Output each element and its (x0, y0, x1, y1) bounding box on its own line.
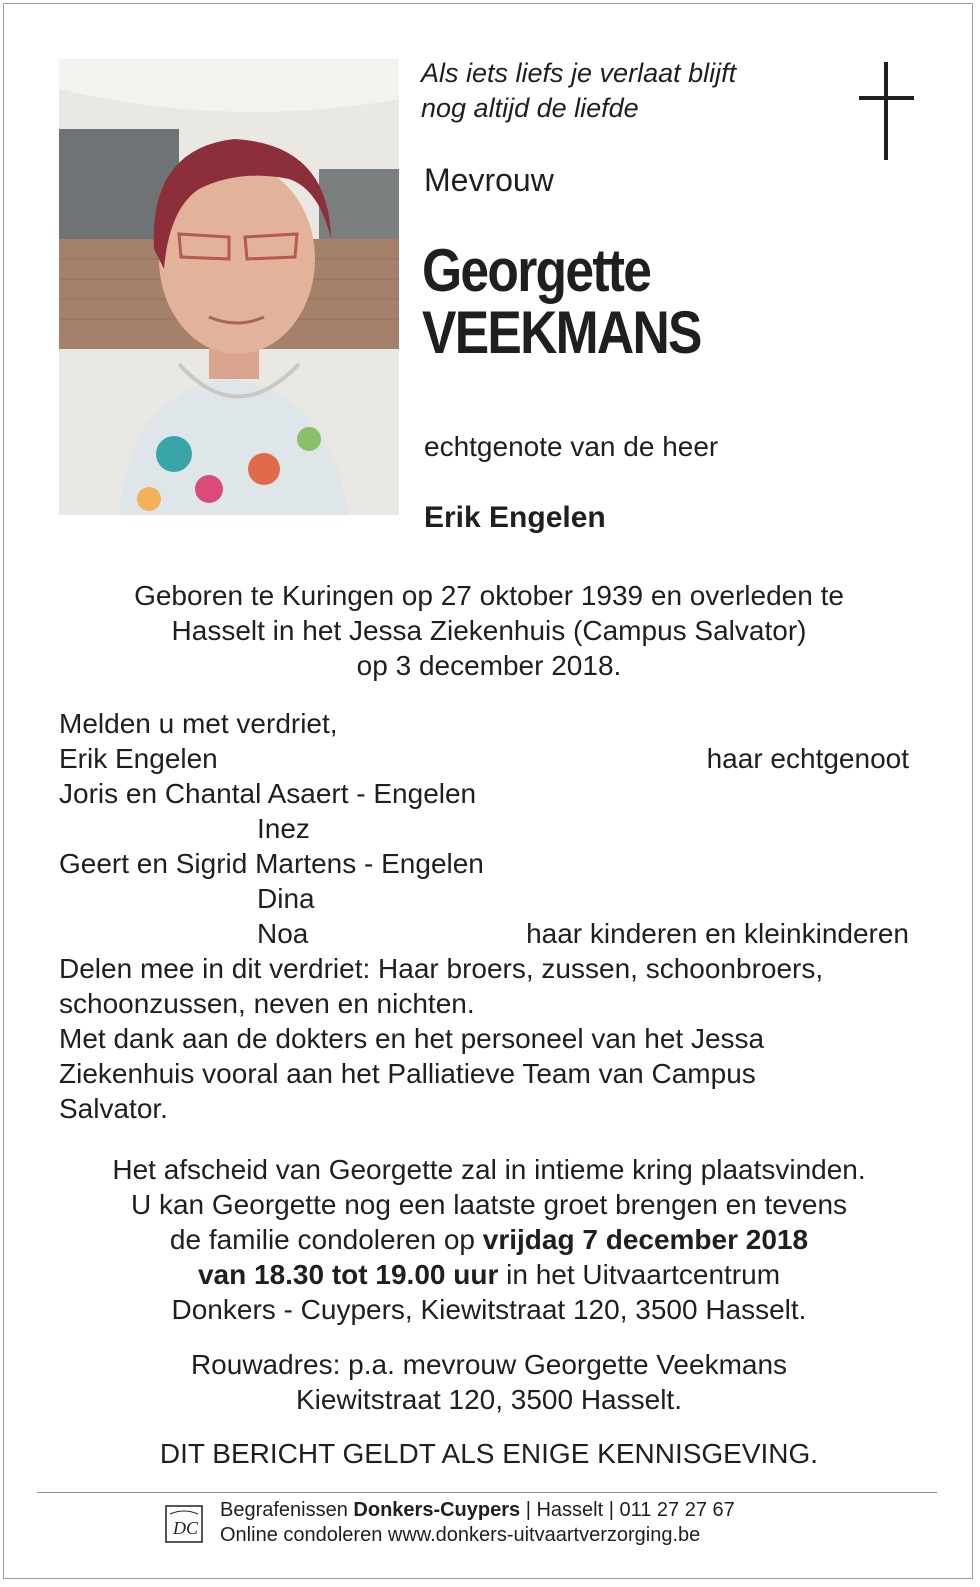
birth-line-1: Geboren te Kuringen op 27 oktober 1939 en overleden te (134, 580, 844, 611)
footer-contact: | Hasselt | 011 27 27 67 (520, 1499, 735, 1521)
family-intro: Melden u met verdriet, (59, 708, 338, 739)
birth-death-text (59, 578, 919, 683)
relatives-line-1: Delen mee in dit verdriet: Haar broers, zussen, schoonbroers, (59, 953, 824, 984)
farewell-line-3-text: de familie condoleren op (169, 1224, 483, 1255)
svg-text:DC: DC (173, 1518, 199, 1538)
last-name: VEEKMANS (422, 299, 701, 366)
footer-divider (37, 1492, 937, 1493)
spouse-intro: echtgenote van de heer (424, 431, 719, 462)
funeral-home-logo (164, 1504, 204, 1551)
portrait-photo (59, 59, 399, 515)
thanks-line-1: Met dank aan de dokters en het personeel van het Jessa (59, 1023, 765, 1054)
family-child-2: Geert en Sigrid Martens - Engelen (59, 848, 484, 879)
family-spouse-name: Erik Engelen (59, 743, 218, 774)
spouse-name: Erik Engelen (424, 501, 606, 534)
thanks-line-3: Salvator. (59, 1093, 168, 1124)
portrait-illustration (59, 59, 399, 515)
footer-line-2: Online condoleren www.donkers-uitvaartverzorging.be (220, 1524, 701, 1546)
farewell-text (59, 1152, 919, 1327)
first-name: Georgette (422, 237, 651, 304)
quote (421, 56, 736, 126)
address-line-2: Kiewitstraat 120, 3500 Hasselt. (296, 1384, 682, 1415)
obituary-card (3, 3, 973, 1579)
cross-icon (856, 62, 916, 167)
quote-line-1: Als iets liefs je verlaat blijft (421, 58, 737, 88)
mourning-address (59, 1347, 919, 1417)
family-grandchild-1: Inez (257, 813, 310, 844)
deceased-name (422, 237, 701, 366)
footer-text (220, 1498, 735, 1548)
footer-label: Begrafenissen (220, 1499, 354, 1521)
footer-line-1 (220, 1498, 735, 1523)
thanks-line-2: Ziekenhuis vooral aan het Palliatieve Team van Campus (59, 1058, 756, 1089)
footer-company: Donkers-Cuypers (353, 1499, 521, 1521)
family-child-1: Joris en Chantal Asaert - Engelen (59, 778, 477, 809)
family-grandchild-2: Dina (257, 883, 315, 914)
farewell-line-2: U kan Georgette nog een laatste groet brengen en tevens (130, 1189, 848, 1220)
quote-line-2: nog altijd de liefde (421, 93, 639, 123)
farewell-line-5: Donkers - Cuypers, Kiewitstraat 120, 3500 Hasselt. (171, 1294, 807, 1325)
family-children-relation: haar kinderen en kleinkinderen (526, 918, 909, 949)
farewell-line-4-text: in het Uitvaartcentrum (498, 1259, 781, 1290)
farewell-line-1: Het afscheid van Georgette zal in intieme kring plaatsvinden. (112, 1154, 866, 1185)
farewell-time: van 18.30 tot 19.00 uur (197, 1259, 499, 1290)
salutation: Mevrouw (424, 162, 554, 198)
farewell-line-3 (59, 1222, 919, 1257)
notice-text: DIT BERICHT GELDT ALS ENIGE KENNISGEVING. (159, 1438, 819, 1469)
birth-line-3: op 3 december 2018. (356, 650, 622, 681)
address-line-1: Rouwadres: p.a. mevrouw Georgette Veekmans (190, 1349, 788, 1380)
family-spouse-relation: haar echtgenoot (706, 743, 909, 774)
relatives-line-2: schoonzussen, neven en nichten. (59, 988, 475, 1019)
family-grandchild-3: Noa (257, 918, 309, 949)
family-list (59, 706, 909, 1126)
birth-line-2: Hasselt in het Jessa Ziekenhuis (Campus Salvator) (171, 615, 807, 646)
farewell-line-4 (59, 1257, 919, 1292)
farewell-date: vrijdag 7 december 2018 (482, 1224, 809, 1255)
